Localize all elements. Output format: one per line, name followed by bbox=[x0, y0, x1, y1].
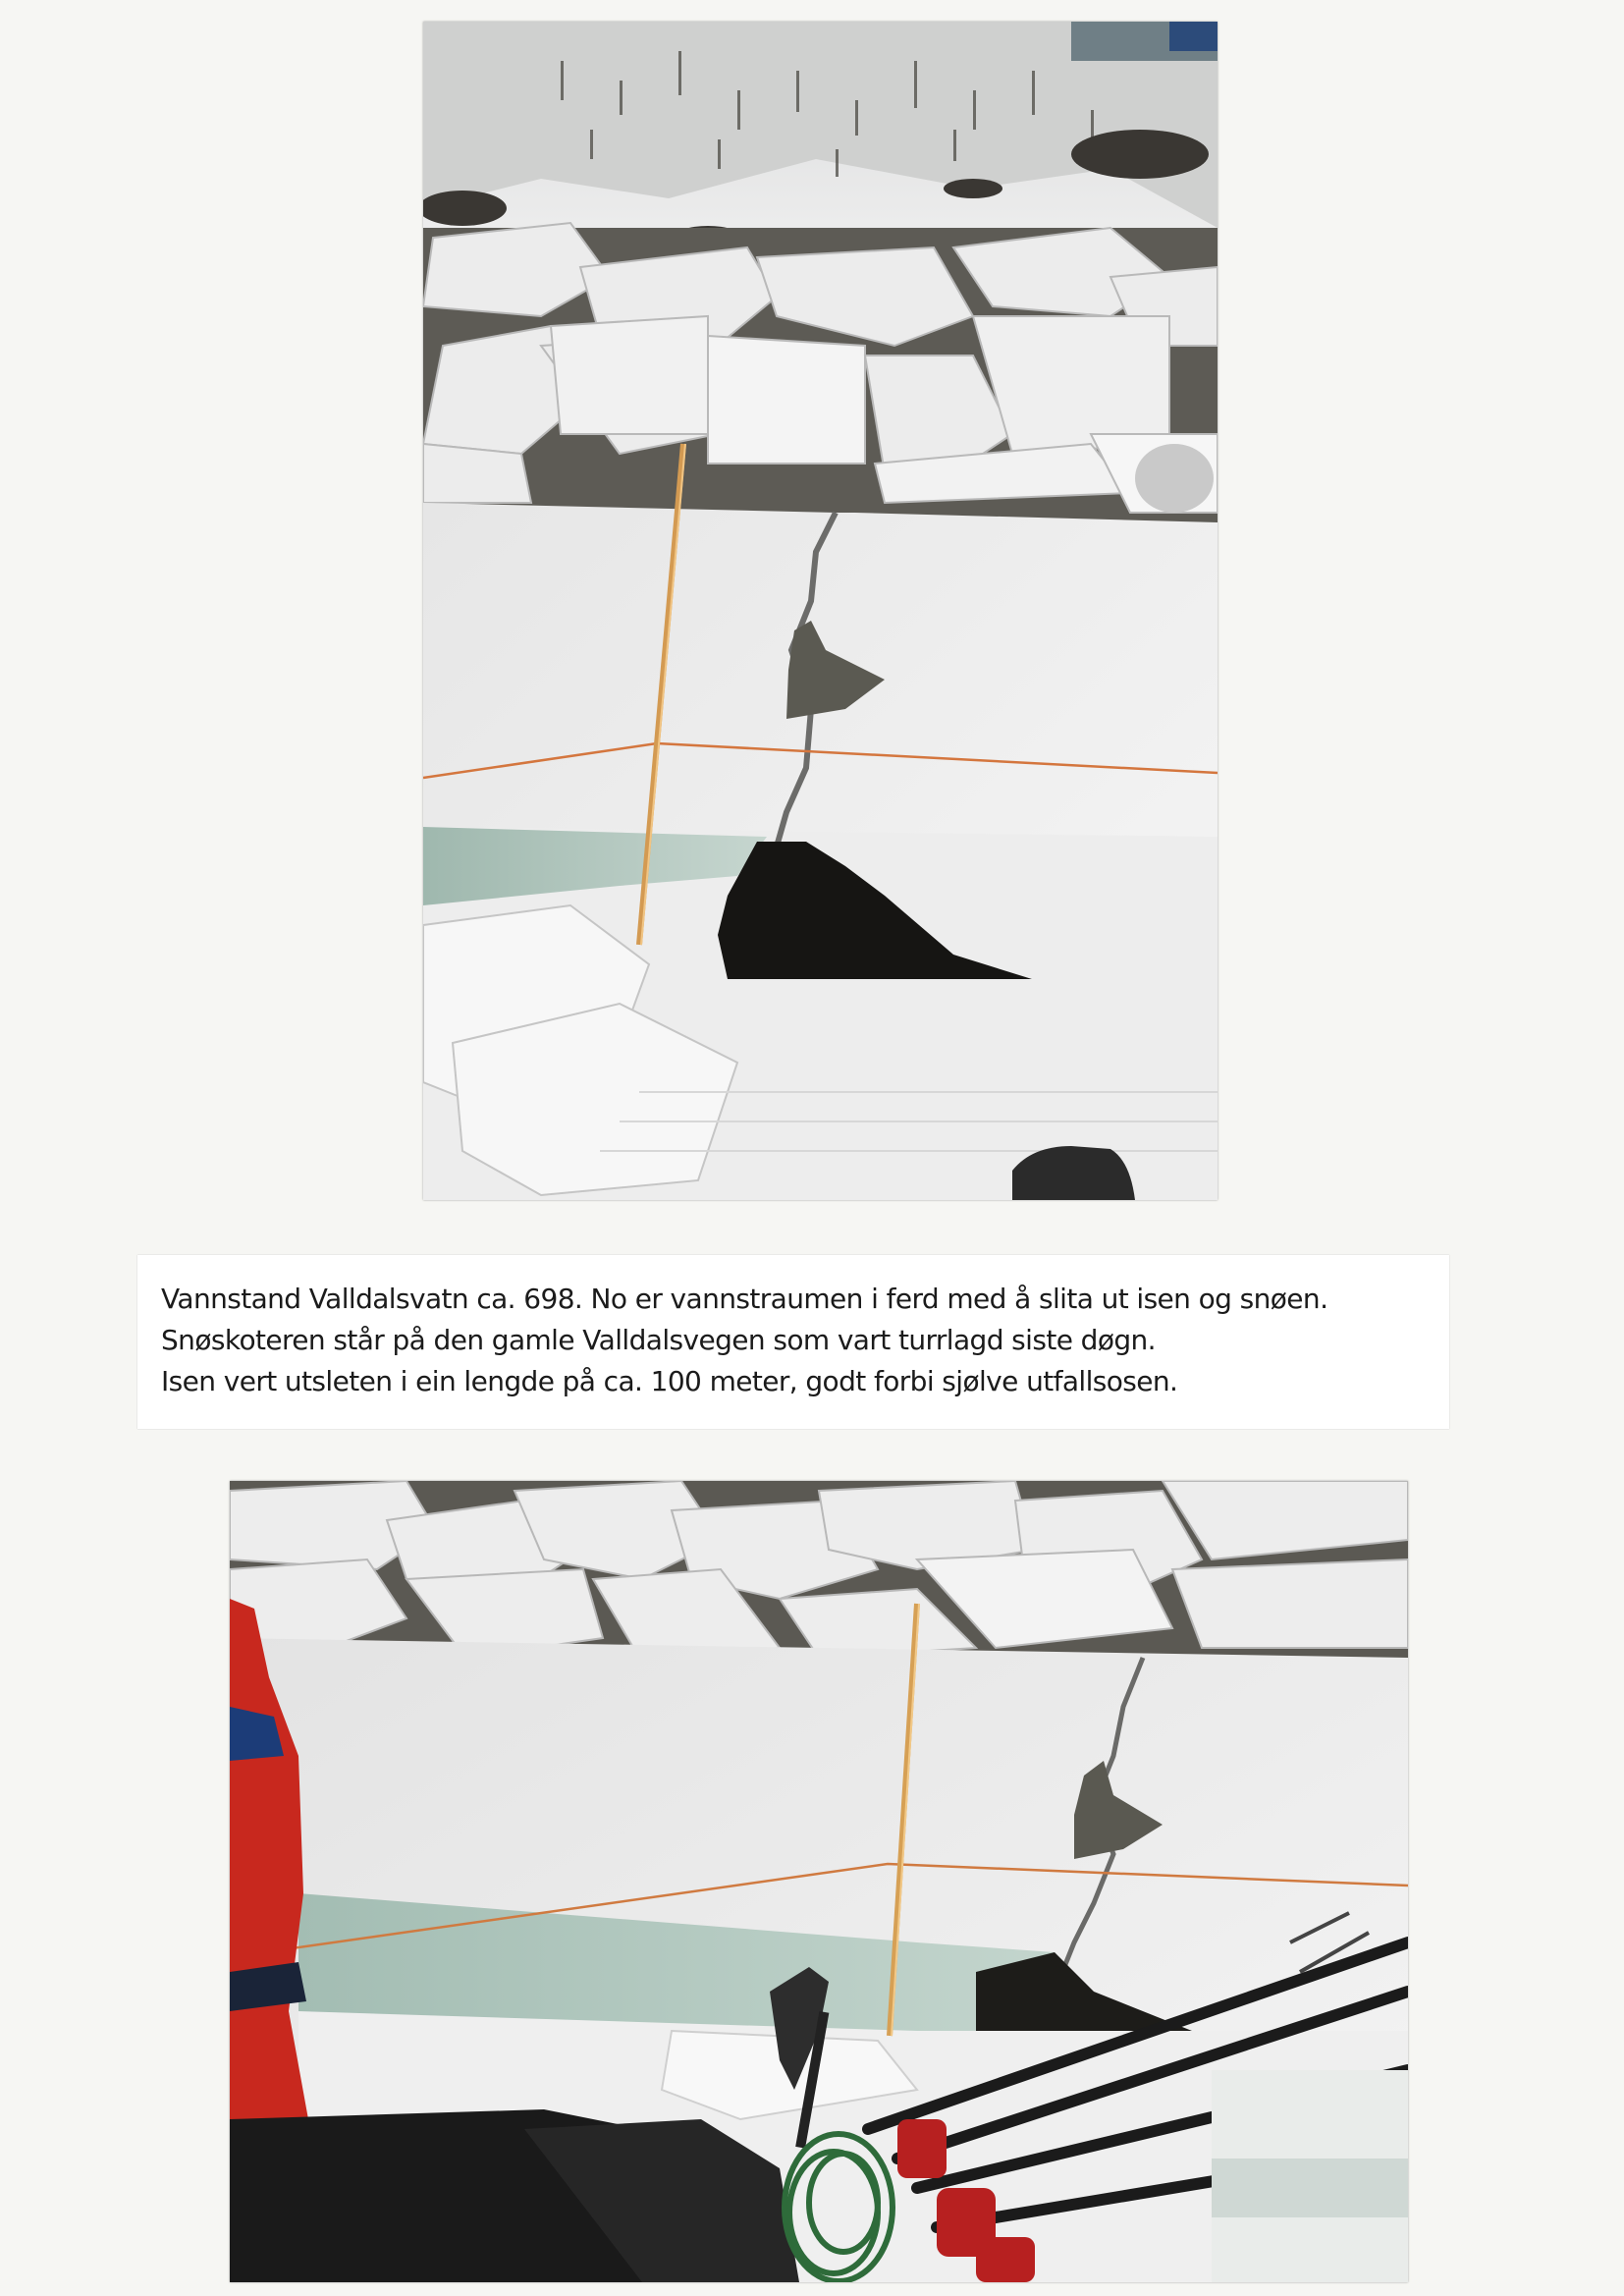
caption-line-2: Snøskoteren står på den gamle Valldalsvegen som vart turrlagd siste døgn. bbox=[161, 1324, 1156, 1356]
photo-ice-break-landscape-image bbox=[230, 1481, 1408, 2282]
photo-ice-break-portrait-image bbox=[423, 22, 1218, 1200]
caption-line-1: Vannstand Valldalsvatn ca. 698. No er vannstraumen i ferd med å slita ut isen og snøen. bbox=[161, 1283, 1328, 1315]
caption-card bbox=[137, 1255, 1449, 1429]
photo-ice-break-landscape bbox=[230, 1481, 1408, 2282]
caption-line-3: Isen vert utsleten i ein lengde på ca. 100 meter, godt forbi sjølve utfallsosen. bbox=[161, 1365, 1178, 1397]
photo-ice-break-portrait bbox=[423, 22, 1218, 1200]
